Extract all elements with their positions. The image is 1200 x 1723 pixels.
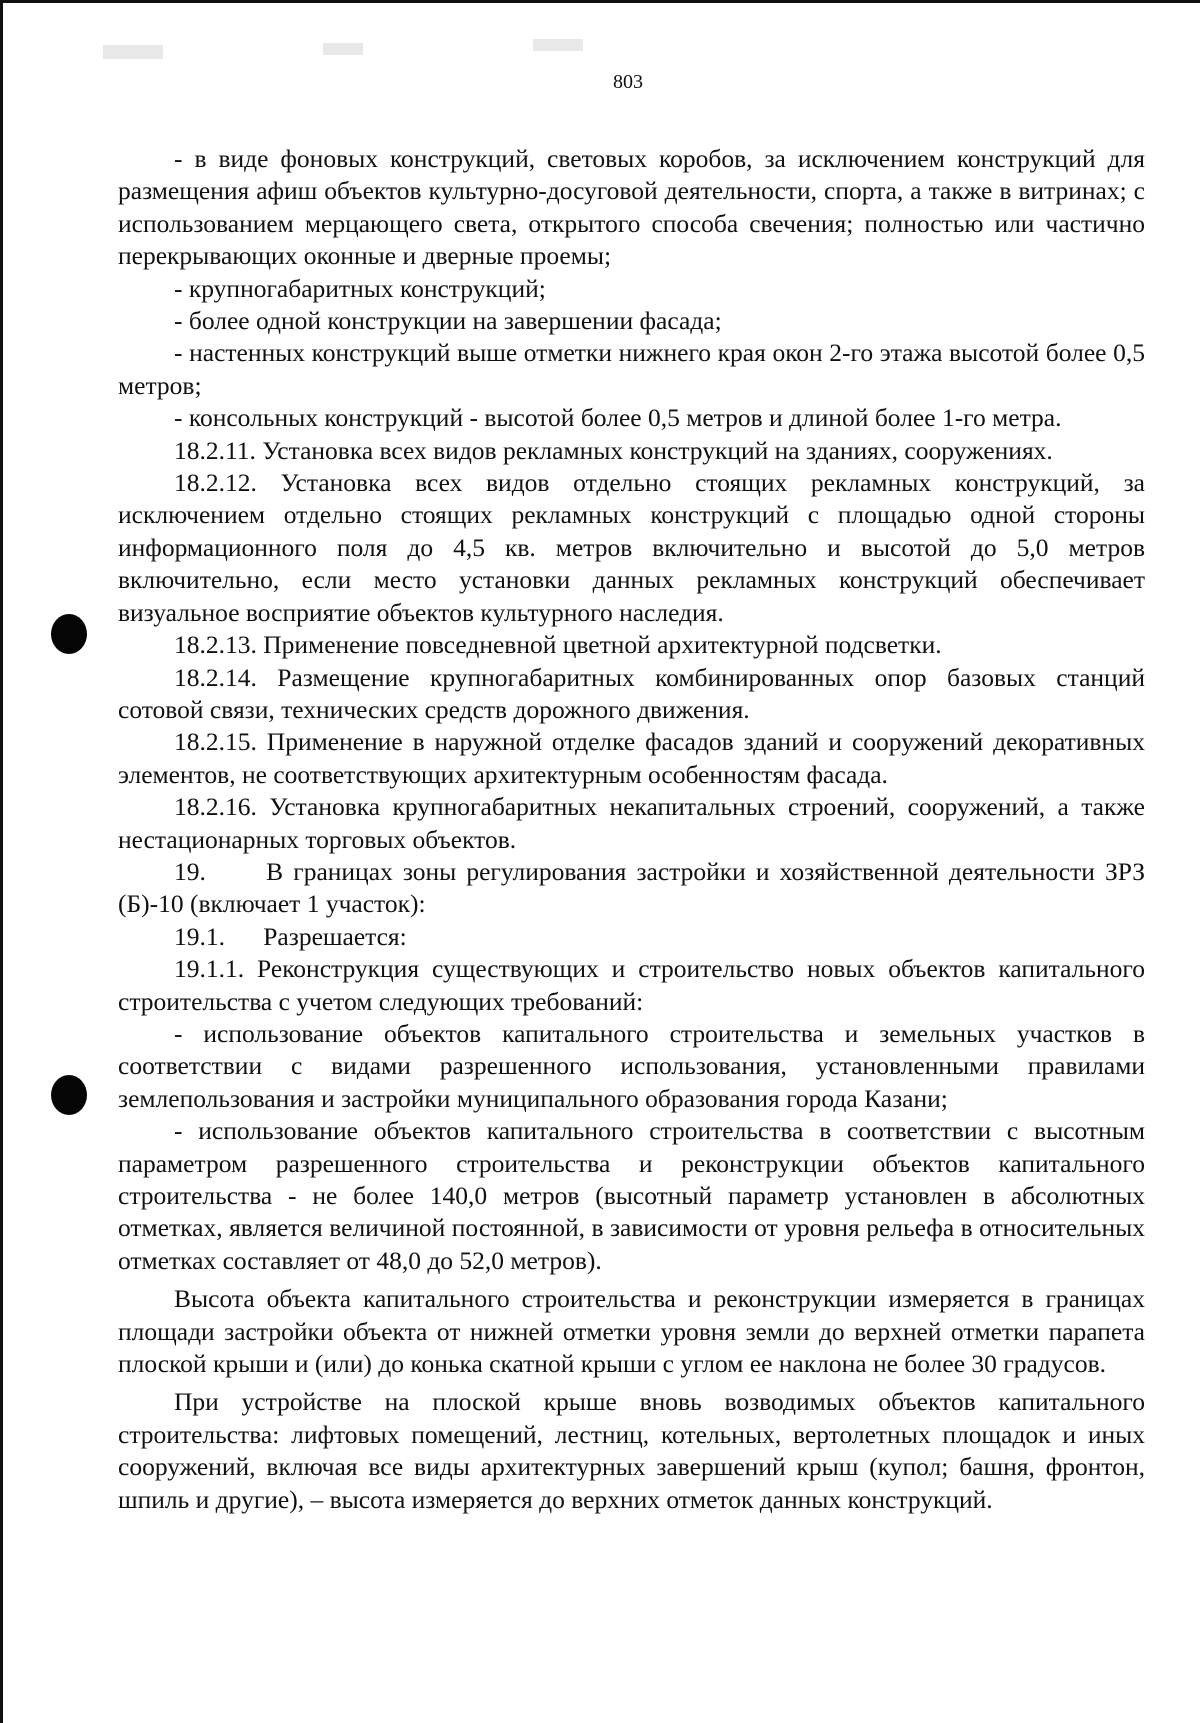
paragraph: - использование объектов капитального строительства в соответствии с высотным параметром разрешенного строительства и реконструкции объектов капитального строительства - не более 140,0 метров (высотный параметр установлен в абсолютных отметках, является величиной постоянной, в зависимости от уровня рельефа в относительных отметках составляет от 48,0 до 52,0 метров). [118,1116,1145,1275]
page-number: 803 [613,71,643,93]
paragraph: 18.2.11. Установка всех видов рекламных конструкций на зданиях, сооружениях. [174,435,1053,465]
paragraph: 19.1. Разрешается: [174,921,407,951]
paragraph: - использование объектов капитального строительства и земельных участков в соответствии с видами разрешенного использования, установленными правилами землепользования и застройки муниципального образования города Казани; [118,1018,1145,1113]
punch-hole [51,614,87,654]
scan-artifact [103,45,163,59]
paragraph: 18.2.12. Установка всех видов отдельно стоящих рекламных конструкций, за исключением отдельно стоящих рекламных конструкций с площадью одной стороны информационного поля до 4,5 кв. метров включительно и высотой до 5,0 метров включительно, если место установки данных рекламных конструкций обеспечивает визуальное восприятие объектов культурного наследия. [118,468,1145,627]
paragraph: 19.1.1. Реконструкция существующих и строительство новых объектов капитального строительства с учетом следующих требований: [118,954,1145,1016]
paragraph: 18.2.14. Размещение крупногабаритных комбинированных опор базовых станций сотовой связи, технических средств дорожного движения. [118,662,1145,724]
paragraph: 18.2.15. Применение в наружной отделке фасадов зданий и сооружений декоративных элементов, не соответствующих архитектурным особенностям фасада. [118,727,1145,789]
paragraph: При устройстве на плоской крыше вновь возводимых объектов капитального строительства: лифтовых помещений, лестниц, котельных, вертолетных площадок и иных сооружений, включая все виды архитектурных завершений крыш (купол; башня, фронтон, шпиль и другие), – высота измеряется до верхних отметок данных конструкций. [118,1387,1145,1514]
paragraph: 19. В границах зоны регулирования застройки и хозяйственной деятельности ЗРЗ (Б)-10 (включает 1 участок): [118,856,1152,919]
paragraph: - настенных конструкций выше отметки нижнего края окон 2-го этажа высотой более 0,5 метров; [118,338,1145,400]
paragraph: - более одной конструкции на завершении фасада; [174,306,722,336]
document-body [118,143,1152,1516]
punch-hole [51,1075,87,1115]
scan-artifact [323,43,363,55]
paragraph: - крупногабаритных конструкций; [174,273,546,303]
paragraph: - консольных конструкций - высотой более 0,5 метров и длиной более 1-го метра. [174,403,1062,433]
scan-artifact [533,39,583,51]
paragraph: 18.2.13. Применение повседневной цветной архитектурной подсветки. [174,630,942,660]
paragraph: - в виде фоновых конструкций, световых коробов, за исключением конструкций для размещения афиш объектов культурно-досуговой деятельности, спорта, а также в витринах; с использованием мерцающего света, открытого способа свечения; полностью или частично перекрывающих оконные и дверные проемы; [118,144,1145,271]
paragraph: 18.2.16. Установка крупногабаритных некапитальных строений, сооружений, а также нестационарных торговых объектов. [118,792,1145,854]
paragraph: Высота объекта капитального строительства и реконструкции измеряется в границах площади застройки объекта от нижней отметки уровня земли до верхней отметки парапета плоской крыши и (или) до конька скатной крыши с углом ее наклона не более 30 градусов. [118,1284,1145,1379]
